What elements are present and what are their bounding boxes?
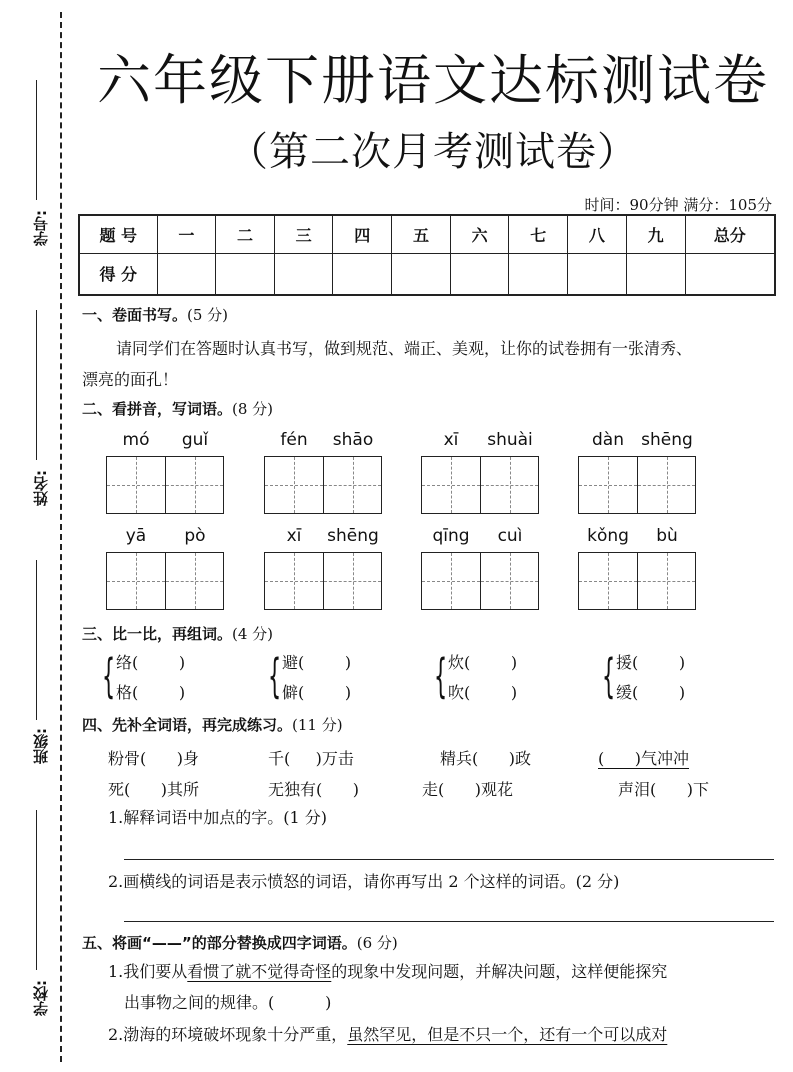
- idiom-blank-underlined[interactable]: ( )气冲冲: [598, 749, 690, 768]
- word-pair-item[interactable]: 缓( ): [616, 683, 686, 702]
- section-2-heading: [82, 398, 273, 419]
- answer-line[interactable]: [124, 921, 774, 922]
- section-1-points: (5 分): [187, 306, 229, 324]
- pinyin-syllable: pò: [184, 526, 206, 546]
- score-header-row: [79, 215, 775, 253]
- score-header-cell: 六: [450, 215, 509, 253]
- pinyin-syllable: dàn: [592, 430, 624, 450]
- writing-boxes[interactable]: [264, 456, 382, 514]
- score-header-cell: 四: [333, 215, 392, 253]
- score-header-cell: 五: [392, 215, 451, 253]
- section-5-heading: [82, 932, 398, 953]
- writing-boxes[interactable]: [421, 456, 539, 514]
- writing-cell[interactable]: [265, 553, 323, 609]
- word-pair-item[interactable]: 援( ): [616, 653, 686, 672]
- section-4-points: (11 分): [292, 716, 343, 734]
- section-4-heading: [82, 714, 343, 735]
- pinyin-syllable: fén: [280, 430, 308, 450]
- writing-boxes[interactable]: [106, 552, 224, 610]
- writing-cell[interactable]: [422, 553, 480, 609]
- section-3-points: (4 分): [232, 625, 274, 643]
- pinyin-syllable: xī: [286, 526, 302, 546]
- score-cell[interactable]: [509, 253, 568, 295]
- answer-line[interactable]: [124, 859, 774, 860]
- section-5-question-1-line2[interactable]: 出事物之间的规律。( ): [124, 993, 332, 1012]
- brace-icon: {: [602, 649, 616, 703]
- name-field[interactable]: [14, 310, 54, 520]
- score-cell[interactable]: [626, 253, 685, 295]
- score-cell[interactable]: [333, 253, 392, 295]
- class-line: [36, 560, 37, 720]
- school-line: [36, 810, 37, 970]
- score-value-row: [79, 253, 775, 295]
- writing-boxes[interactable]: [578, 456, 696, 514]
- underlined-phrase: 看惯了就不觉得奇怪: [187, 962, 332, 981]
- writing-cell[interactable]: [107, 553, 165, 609]
- score-cell[interactable]: [568, 253, 627, 295]
- writing-cell[interactable]: [323, 553, 381, 609]
- pinyin-syllable: guǐ: [181, 430, 209, 450]
- pinyin-syllable: shēng: [641, 430, 693, 450]
- score-header-cell: 三: [274, 215, 333, 253]
- idiom-blank[interactable]: 无独有( ): [268, 780, 360, 799]
- word-pair: [602, 648, 686, 708]
- writing-cell[interactable]: [579, 457, 637, 513]
- writing-cell[interactable]: [265, 457, 323, 513]
- score-table: [78, 214, 776, 296]
- student-id-label: 学号:: [32, 210, 50, 246]
- section-3-heading: [82, 623, 273, 644]
- word-pair-item[interactable]: 炊( ): [448, 653, 518, 672]
- question-text: 2.渤海的环境破坏现象十分严重，: [108, 1025, 348, 1044]
- writing-boxes[interactable]: [578, 552, 696, 610]
- writing-boxes[interactable]: [264, 552, 382, 610]
- page-title: 六年级下册语文达标测试卷: [97, 49, 769, 112]
- section-5-question-1: [108, 956, 667, 987]
- idiom-blank[interactable]: 千( )万击: [268, 749, 354, 768]
- score-cell[interactable]: [685, 253, 775, 295]
- writing-cell[interactable]: [422, 457, 480, 513]
- writing-cell[interactable]: [480, 457, 538, 513]
- name-label: 姓名:: [32, 470, 50, 506]
- writing-cell[interactable]: [480, 553, 538, 609]
- score-cell[interactable]: [157, 253, 216, 295]
- question-text: 的现象中发现问题，并解决问题，这样便能探究: [331, 962, 668, 981]
- exam-meta: 时间：90分钟 满分：105分: [584, 196, 772, 214]
- score-row-label: 得 分: [79, 253, 157, 295]
- section-4-question-1: 1.解释词语中加点的字。(1 分): [108, 808, 328, 827]
- score-cell[interactable]: [274, 253, 333, 295]
- idiom-blank[interactable]: 粉骨( )身: [108, 749, 200, 768]
- section-2-points: (8 分): [232, 400, 274, 418]
- word-pair-item[interactable]: 格( ): [116, 683, 186, 702]
- writing-cell[interactable]: [637, 553, 695, 609]
- pinyin-syllable: mó: [122, 430, 150, 450]
- pinyin-syllable: kǒng: [587, 526, 629, 546]
- score-cell[interactable]: [450, 253, 509, 295]
- class-label: 班级:: [32, 728, 50, 764]
- score-cell[interactable]: [216, 253, 275, 295]
- brace-icon: {: [102, 649, 116, 703]
- writing-cell[interactable]: [107, 457, 165, 513]
- pinyin-syllable: shēng: [327, 526, 379, 546]
- question-text: 1.我们要从: [108, 962, 188, 981]
- pinyin-syllable: cuì: [497, 526, 523, 546]
- score-cell[interactable]: [392, 253, 451, 295]
- writing-cell[interactable]: [165, 553, 223, 609]
- binding-margin: [0, 0, 75, 1072]
- pinyin-syllable: xī: [443, 430, 459, 450]
- page-subtitle: （第二次月考测试卷）: [228, 129, 638, 175]
- score-header-cell: 八: [568, 215, 627, 253]
- score-header-cell: 二: [216, 215, 275, 253]
- idiom-blank[interactable]: 精兵( )政: [440, 749, 532, 768]
- word-pair-item[interactable]: 络( ): [116, 653, 186, 672]
- writing-boxes[interactable]: [421, 552, 539, 610]
- student-id-field[interactable]: [14, 80, 54, 280]
- pinyin-syllable: shuài: [487, 430, 533, 450]
- word-pair: [102, 648, 186, 708]
- writing-cell[interactable]: [637, 457, 695, 513]
- section-5-question-2: [108, 1019, 667, 1050]
- school-field[interactable]: [14, 810, 54, 1030]
- section-5-title: 五、将画“——”的部分替换成四字词语。: [82, 934, 357, 952]
- word-pair: [434, 648, 518, 708]
- section-1-heading: [82, 304, 228, 325]
- school-label: 学校:: [32, 980, 50, 1016]
- score-header-cell: 一: [157, 215, 216, 253]
- idiom-blank[interactable]: 走( )观花: [422, 780, 514, 799]
- writing-cell[interactable]: [323, 457, 381, 513]
- brace-icon: {: [434, 649, 448, 703]
- cut-line: [60, 12, 62, 1062]
- word-pair: [268, 648, 352, 708]
- underlined-phrase: 虽然罕见，但是不只一个，还有一个可以成对: [347, 1025, 668, 1044]
- word-pair-item[interactable]: 僻( ): [282, 683, 352, 702]
- section-1-title: 一、卷面书写。: [82, 306, 188, 324]
- score-header-cell: 九: [626, 215, 685, 253]
- pinyin-syllable: shāo: [332, 430, 374, 450]
- section-4-title: 四、先补全词语，再完成练习。: [82, 716, 293, 734]
- idiom-blank[interactable]: 声泪( )下: [618, 780, 710, 799]
- word-pair-item[interactable]: 吹( ): [448, 683, 518, 702]
- score-header-cell: 七: [509, 215, 568, 253]
- section-5-points: (6 分): [356, 934, 398, 952]
- score-header-cell: 总分: [685, 215, 775, 253]
- pinyin-syllable: qīng: [432, 526, 470, 546]
- section-4-question-2: 2.画横线的词语是表示愤怒的词语，请你再写出 2 个这样的词语。(2 分): [108, 872, 620, 891]
- word-pair-item[interactable]: 避( ): [282, 653, 352, 672]
- name-line: [36, 310, 37, 460]
- brace-icon: {: [268, 649, 282, 703]
- writing-boxes[interactable]: [106, 456, 224, 514]
- section-1-text-line1: 请同学们在答题时认真书写，做到规范、端正、美观，让你的试卷拥有一张清秀、: [116, 339, 693, 358]
- student-id-line: [36, 80, 37, 200]
- writing-cell[interactable]: [165, 457, 223, 513]
- section-2-title: 二、看拼音，写词语。: [82, 400, 233, 418]
- idiom-blank[interactable]: 死( )其所: [108, 780, 200, 799]
- score-header-cell: 题 号: [79, 215, 157, 253]
- section-1-text-line2: 漂亮的面孔！: [82, 370, 179, 389]
- pinyin-syllable: yā: [125, 526, 147, 546]
- pinyin-syllable: bù: [656, 526, 678, 546]
- writing-cell[interactable]: [579, 553, 637, 609]
- class-field[interactable]: [14, 560, 54, 780]
- section-3-title: 三、比一比，再组词。: [82, 625, 233, 643]
